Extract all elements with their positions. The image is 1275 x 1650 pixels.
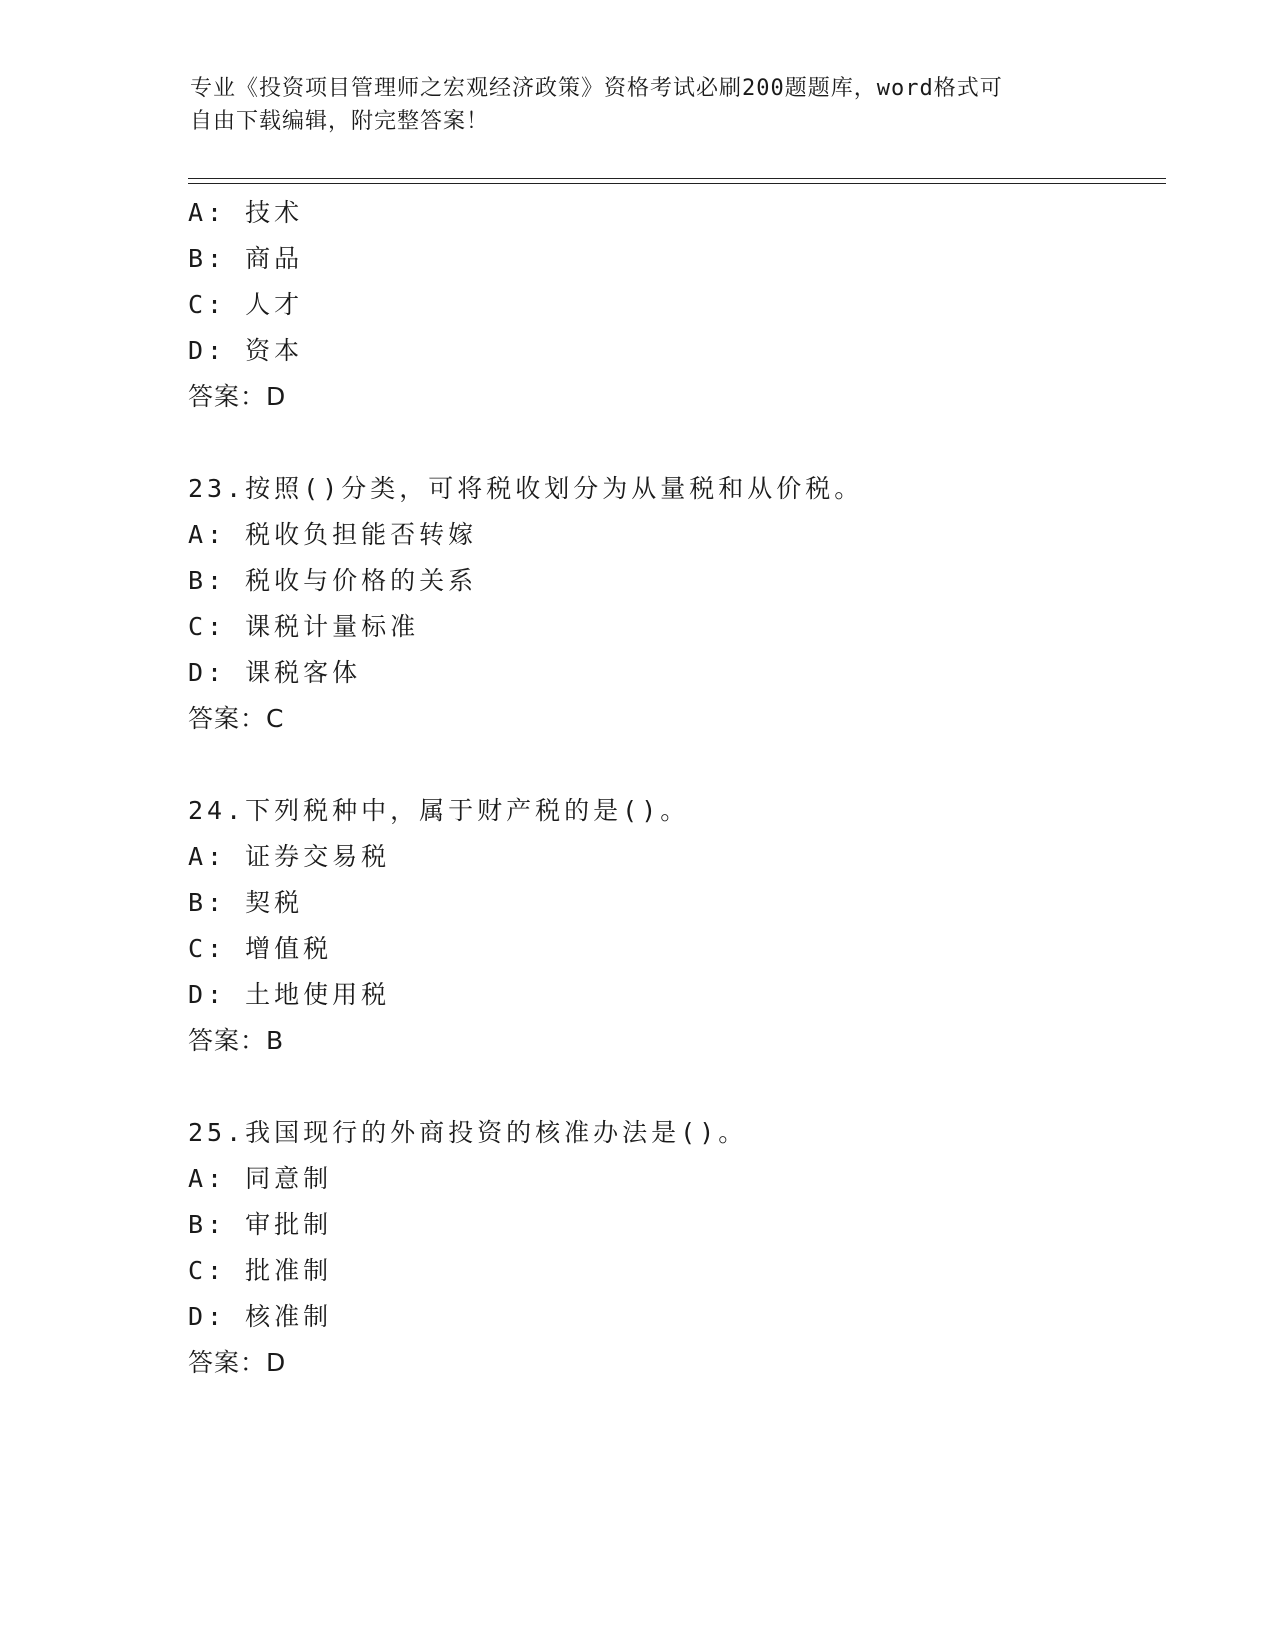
- answer-line: 答案：B: [188, 1026, 285, 1055]
- option-c: C: 批准制: [188, 1256, 333, 1285]
- question-block-25: [188, 1110, 1168, 1386]
- spacer: [188, 420, 1168, 466]
- header-line-2: 自由下载编辑，附完整答案！: [190, 109, 490, 134]
- question-block-24: [188, 788, 1168, 1064]
- spacer: [188, 1064, 1168, 1110]
- header-divider-top: [188, 178, 1166, 179]
- document-header: [190, 72, 1090, 138]
- question-stem: 25.我国现行的外商投资的核准办法是()。: [188, 1118, 748, 1147]
- option-a: A: 证券交易税: [188, 842, 391, 871]
- question-stem: 23.按照()分类，可将税收划分为从量税和从价税。: [188, 474, 864, 503]
- option-d: D: 课税客体: [188, 658, 362, 687]
- option-b: B: 商品: [188, 244, 304, 273]
- answer-line: 答案：D: [188, 1348, 287, 1377]
- answer-line: 答案：C: [188, 704, 285, 733]
- option-a: A: 税收负担能否转嫁: [188, 520, 478, 549]
- answer-line: 答案：D: [188, 382, 287, 411]
- question-list: [188, 190, 1168, 1386]
- option-d: D: 土地使用税: [188, 980, 391, 1009]
- option-c: C: 增值税: [188, 934, 333, 963]
- option-b: B: 审批制: [188, 1210, 333, 1239]
- option-b: B: 契税: [188, 888, 304, 917]
- spacer: [188, 742, 1168, 788]
- option-c: C: 课税计量标准: [188, 612, 420, 641]
- option-a: A: 同意制: [188, 1164, 333, 1193]
- option-b: B: 税收与价格的关系: [188, 566, 478, 595]
- option-d: D: 资本: [188, 336, 304, 365]
- question-block-23: [188, 466, 1168, 742]
- header-divider-bottom: [188, 183, 1166, 184]
- option-d: D: 核准制: [188, 1302, 333, 1331]
- option-a: A: 技术: [188, 198, 304, 227]
- question-stem: 24.下列税种中，属于财产税的是()。: [188, 796, 690, 825]
- header-line-1: 专业《投资项目管理师之宏观经济政策》资格考试必刷200题题库，word格式可: [190, 76, 1003, 101]
- question-block-22: [188, 190, 1168, 420]
- option-c: C: 人才: [188, 290, 304, 319]
